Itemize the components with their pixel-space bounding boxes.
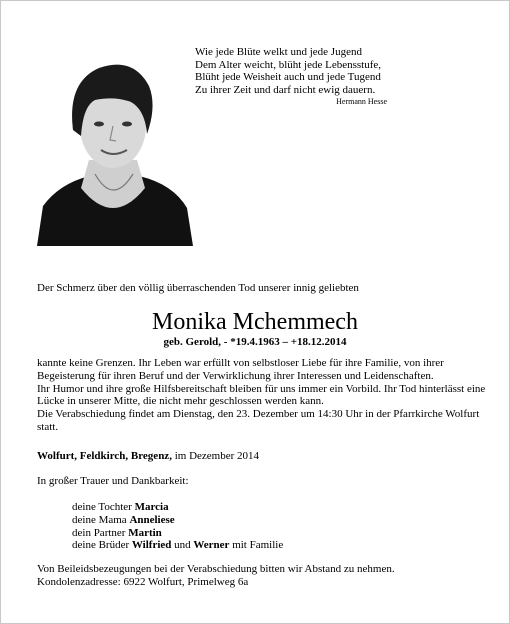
- relation: deine Tochter: [72, 501, 135, 513]
- place-date-line: [37, 450, 477, 463]
- member-name: Anneliese: [129, 513, 175, 526]
- relation: dein Partner: [72, 526, 129, 539]
- birth-death-dates: geb. Gerold, - *19.4.1963 – +18.12.2014: [163, 336, 347, 348]
- family-member: [72, 501, 283, 514]
- poem-author: Hermann Hesse: [336, 97, 387, 106]
- main-text-line: Begeisterung für ihren Beruf und der Verwirklichung ihrer Interessen und Leidenschaften.: [37, 369, 434, 382]
- member-name: Wilfried: [131, 539, 172, 552]
- portrait-photo: [37, 56, 193, 246]
- conjunction: und: [171, 539, 194, 552]
- member-name: Martin: [128, 526, 162, 539]
- condolence-address: Kondolenzadresse: 6922 Wolfurt, Primelweg 6a: [37, 575, 249, 588]
- relation: deine Brüder: [72, 539, 132, 552]
- portrait-illustration: [37, 56, 193, 246]
- main-text-line: Lücke in unserer Mitte, die nicht mehr geschlossen werden kann.: [37, 395, 324, 408]
- intro-text: Der Schmerz über den völlig überraschenden Tod unserer innig geliebten: [37, 282, 359, 294]
- family-member: [72, 514, 283, 527]
- poem-line: Blüht jede Weisheit auch und jede Tugend: [195, 71, 381, 83]
- condolence-block: [37, 563, 477, 589]
- poem-line: Dem Alter weicht, blüht jede Lebensstufe,: [195, 58, 382, 71]
- family-member: [72, 539, 283, 552]
- condolence-line: Von Beileidsbezeugungen bei der Verabschiedung bitten wir Abstand zu nehmen.: [37, 563, 395, 575]
- family-list: [72, 501, 283, 552]
- date: im Dezember 2014: [171, 450, 260, 462]
- poem-block: [195, 46, 415, 107]
- family-member: [72, 527, 283, 540]
- deceased-name: Monika Mchemmech: [152, 309, 358, 335]
- member-name: Marcia: [134, 501, 169, 513]
- poem-line: Zu ihrer Zeit und darf nicht ewig dauern.: [195, 83, 376, 96]
- relation-suffix: mit Familie: [229, 539, 284, 552]
- grief-line: In großer Trauer und Dankbarkeit:: [37, 475, 189, 487]
- poem-line: Wie jede Blüte welkt und jede Jugend: [195, 46, 362, 58]
- member-name: Werner: [193, 539, 230, 552]
- main-text-line: Die Verabschiedung findet am Dienstag, den 23. Dezember um 14:30 Uhr in der Pfarrkirche Wolfurt: [37, 408, 480, 421]
- places: Wolfurt, Feldkirch, Bregenz,: [37, 450, 172, 462]
- main-text: [37, 357, 486, 434]
- main-text-line: statt.: [37, 420, 59, 433]
- main-text-line: kannte keine Grenzen. Ihr Leben war erfüllt von selbstloser Liebe für ihre Familie, von ihrer: [37, 357, 444, 369]
- main-text-line: Ihr Humor und ihre große Hilfsbereitschaft bleiben für uns immer ein Vorbild. Ihr Tod hinterlässt eine: [37, 382, 486, 395]
- relation: deine Mama: [72, 513, 130, 526]
